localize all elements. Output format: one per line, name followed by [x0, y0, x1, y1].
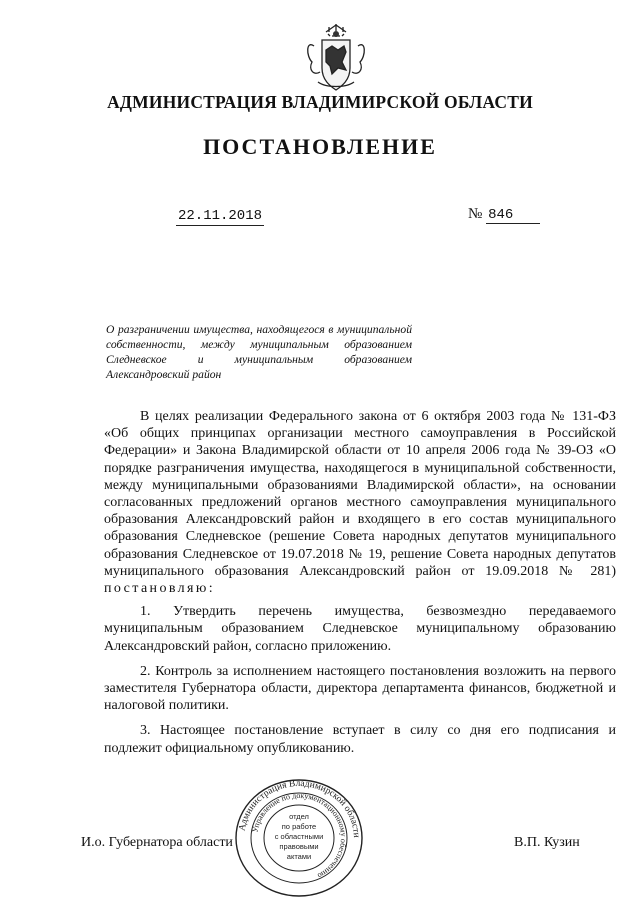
resolution-item-1: 1. Утвердить перечень имущества, безвозмездно передаваемого муниципальным образованием Следневское муниципальному образованию Александровский район, согласно приложению.: [104, 604, 616, 654]
seal-stamp-icon: [233, 778, 365, 898]
organization-title: АДМИНИСТРАЦИЯ ВЛАДИМИРСКОЙ ОБЛАСТИ: [107, 92, 533, 112]
stamp-ring-text: Управление по документационному обеспечению: [250, 790, 349, 881]
stamp-center-line: по работе: [281, 822, 317, 831]
signatory-title: И.о. Губернатора области: [81, 835, 233, 850]
number-label: №: [468, 206, 483, 222]
document-number: [468, 206, 540, 224]
stamp-center-line: актами: [286, 852, 312, 861]
document-body: [104, 408, 616, 757]
stamp-outer-text: Администрация Владимирской области: [237, 778, 362, 839]
document-subject: О разграничении имущества, находящегося в муниципальной собственности, между муниципальным образованием Следневское и муниципальным образованием Александровский район: [106, 323, 412, 381]
resolve-word: постановляю:: [104, 581, 216, 597]
stamp-center-line: с областными: [274, 832, 324, 841]
number-value: 846: [486, 207, 540, 224]
preamble-text: В целях реализации Федерального закона от 6 октября 2003 года № 131-ФЗ «Об общих принципах организации местного самоуправления в Российской Федерации» и Закона Владимирской области от 10 апреля 2006 года № 39-ОЗ «О порядке разграничения имущества, находящегося в муниципальной собственности, между муниципальными образованиями Владимирской области», на основании согласованных предложений органов местного самоуправления муниципального образования Александровский район и входящего в его состав муниципального образования Следневское (решение Совета народных депутатов муниципального образования Следневское от 19.07.2018 № 19, решение Совета народных депутатов муниципального образования Александровский район от 19.09.2018 № 281): [104, 409, 616, 579]
coat-of-arms-icon: [302, 22, 370, 94]
stamp-center-line: отдел: [289, 812, 309, 821]
signatory-name: В.П. Кузин: [514, 835, 580, 850]
document-date: 22.11.2018: [177, 208, 262, 224]
stamp-center-line: правовыми: [279, 842, 319, 851]
resolution-item-2: 2. Контроль за исполнением настоящего постановления возложить на первого заместителя Губернатора области, директора департамента финансов, бюджетной и налоговой политики.: [104, 663, 616, 714]
document-type-heading: ПОСТАНОВЛЕНИЕ: [203, 134, 437, 159]
preamble-paragraph: [104, 408, 616, 597]
resolution-item-3: 3. Настоящее постановление вступает в силу со дня его подписания и подлежит официальному опубликованию.: [104, 723, 616, 756]
